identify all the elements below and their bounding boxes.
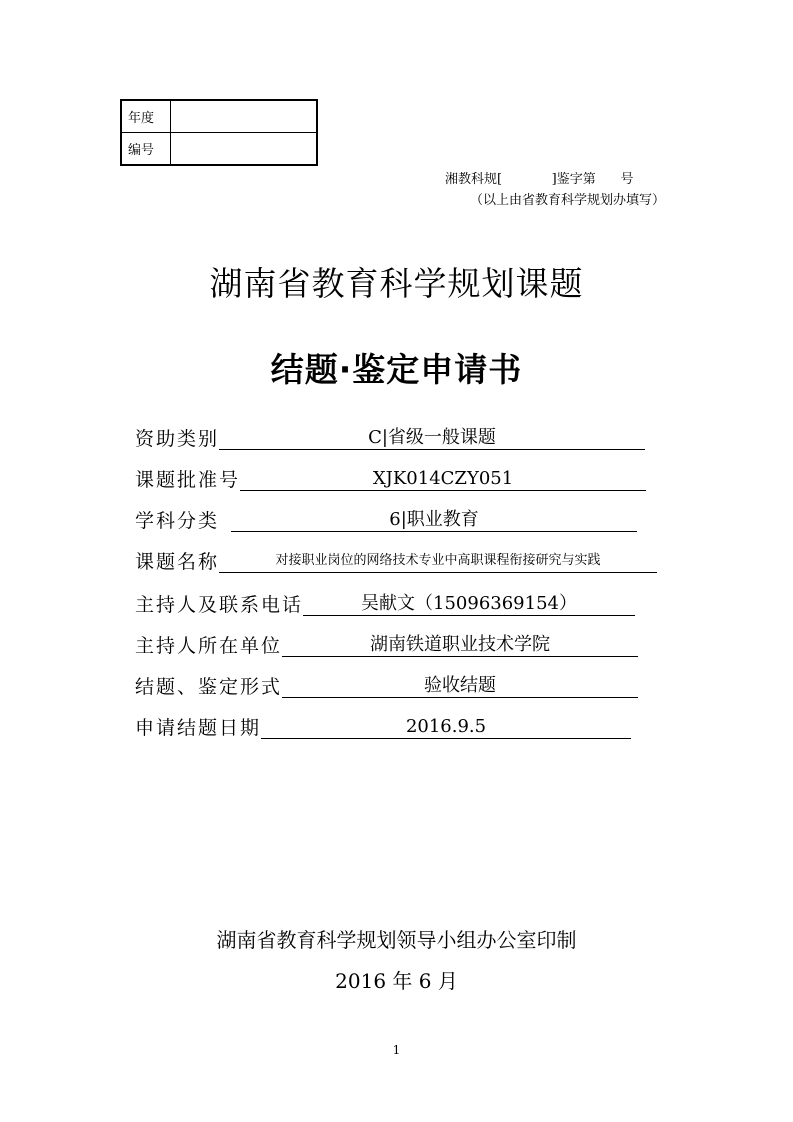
number-label: 编号 bbox=[121, 133, 171, 166]
field-host-contact bbox=[135, 590, 635, 616]
number-row bbox=[121, 133, 317, 166]
year-label: 年度 bbox=[121, 100, 171, 133]
field-value: XJK014CZY051 bbox=[240, 468, 646, 491]
field-label: 申请结题日期 bbox=[135, 717, 262, 739]
field-value: 吴献文（15096369154） bbox=[303, 593, 635, 616]
field-subject-category bbox=[135, 506, 637, 532]
year-number-table bbox=[120, 99, 318, 166]
field-approval-number bbox=[135, 465, 646, 491]
year-value bbox=[171, 100, 318, 133]
field-value: 2016.9.5 bbox=[261, 716, 631, 739]
field-label: 学科分类 bbox=[135, 510, 220, 532]
field-funding-category bbox=[135, 424, 645, 450]
field-label: 主持人及联系电话 bbox=[135, 594, 304, 616]
field-label: 课题名称 bbox=[135, 551, 220, 573]
document-title: 湖南省教育科学规划课题 bbox=[209, 264, 584, 303]
field-host-unit bbox=[135, 631, 638, 657]
year-row bbox=[121, 100, 317, 133]
printing-office: 湖南省教育科学规划领导小组办公室印制 bbox=[216, 928, 577, 952]
field-project-name bbox=[135, 547, 657, 573]
field-value: 6|职业教育 bbox=[231, 509, 637, 532]
field-completion-form bbox=[135, 672, 638, 698]
document-subtitle: 结题·鉴定申请书 bbox=[270, 350, 523, 389]
field-label: 资助类别 bbox=[135, 428, 220, 450]
page-number: 1 bbox=[392, 1043, 401, 1057]
reference-note: （以上由省教育科学规划办填写） bbox=[470, 193, 666, 208]
printing-date: 2016 年 6 月 bbox=[335, 969, 458, 993]
field-value: 验收结题 bbox=[282, 675, 638, 698]
number-value bbox=[171, 133, 318, 166]
field-application-date bbox=[135, 713, 631, 739]
reference-number-line: 湘教科规[ ]鉴字第 号 bbox=[445, 172, 634, 187]
field-value: C|省级一般课题 bbox=[219, 427, 645, 450]
field-label: 课题批准号 bbox=[135, 469, 241, 491]
field-value: 湖南铁道职业技术学院 bbox=[282, 634, 638, 657]
field-label: 结题、鉴定形式 bbox=[135, 676, 283, 698]
field-value: 对接职业岗位的网络技术专业中高职课程衔接研究与实践 bbox=[219, 550, 657, 573]
field-label: 主持人所在单位 bbox=[135, 635, 283, 657]
